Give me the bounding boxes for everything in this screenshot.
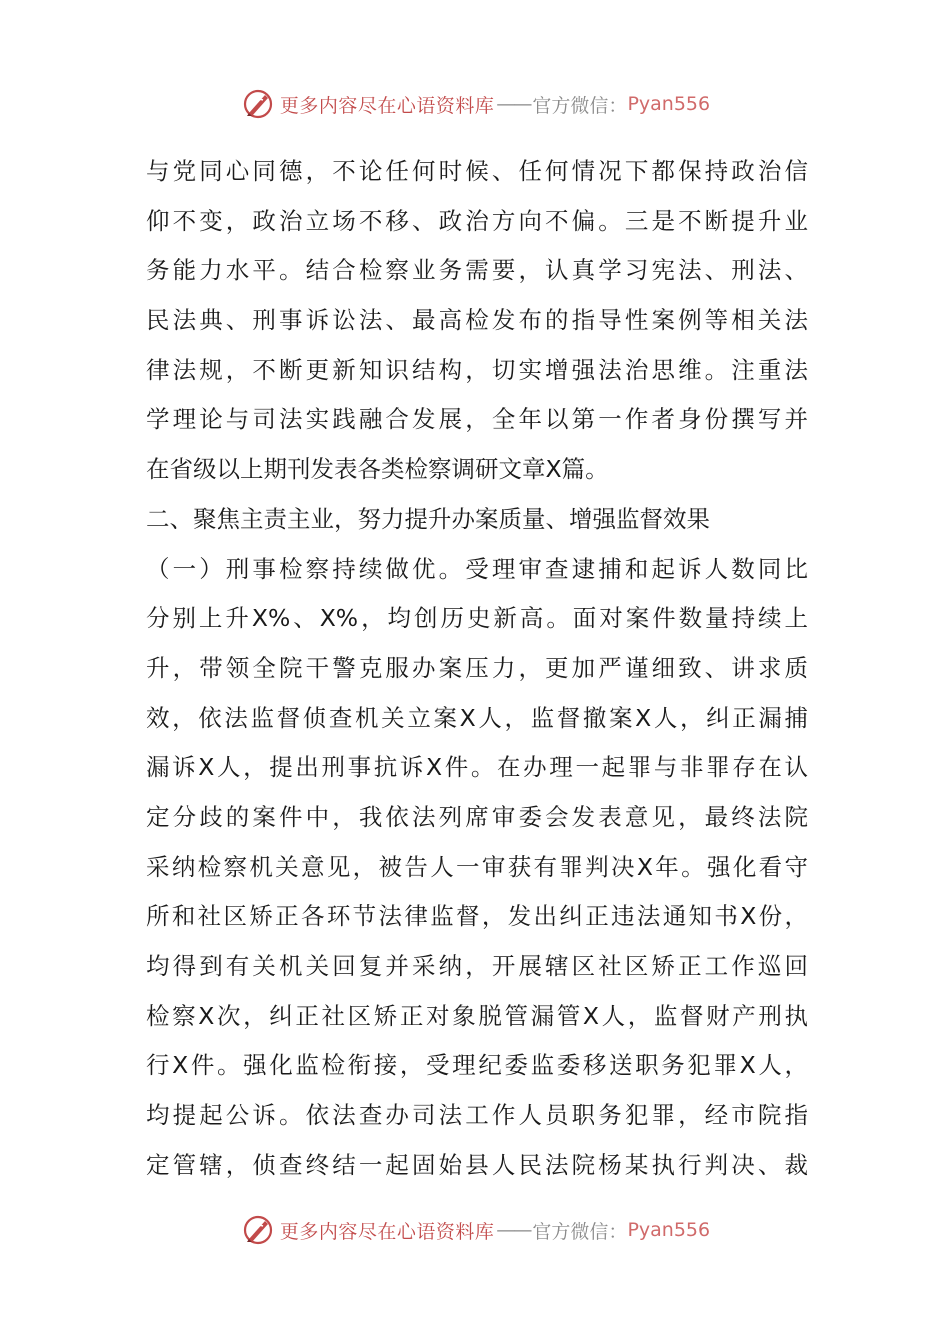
text-line: 升，带领全院干警克服办案压力，更加严谨细致、讲求质 bbox=[146, 653, 808, 682]
text-line: 检察X次，纠正社区矫正对象脱管漏管X人，监督财产刑执 bbox=[146, 1001, 808, 1030]
header-watermark-banner bbox=[0, 84, 950, 124]
text-line: 漏诉X人，提出刑事抗诉X件。在办理一起罪与非罪存在认 bbox=[146, 753, 808, 782]
banner-wechat-id: Pyan556 bbox=[627, 93, 711, 115]
banner-contact-label: 官方微信： bbox=[532, 1220, 628, 1243]
text-line: 定分歧的案件中，我依法列席审委会发表意见，最终法院 bbox=[146, 802, 808, 831]
banner-slogan: 更多内容尽在心语资料库 bbox=[279, 94, 495, 117]
pen-logo-icon bbox=[240, 1212, 276, 1248]
section-heading: 二、聚焦主责主业，努力提升办案质量、增强监督效果 bbox=[146, 504, 710, 533]
text-line: 所和社区矫正各环节法律监督，发出纠正违法通知书X份， bbox=[146, 902, 808, 931]
banner-contact-label: 官方微信： bbox=[532, 94, 628, 117]
footer-watermark-banner bbox=[0, 1210, 950, 1250]
document-body bbox=[146, 147, 808, 1190]
text-line: 采纳检察机关意见，被告人一审获有罪判决X年。强化看守 bbox=[146, 852, 808, 881]
banner-wechat-id: Pyan556 bbox=[627, 1219, 711, 1241]
text-line: 学理论与司法实践融合发展，全年以第一作者身份撰写并 bbox=[146, 405, 808, 434]
text-line: 务能力水平。结合检察业务需要，认真学习宪法、刑法、 bbox=[146, 256, 808, 285]
banner-slogan: 更多内容尽在心语资料库 bbox=[279, 1220, 495, 1243]
text-line: 民法典、刑事诉讼法、最高检发布的指导性案例等相关法 bbox=[146, 306, 808, 335]
text-line: 分别上升X%、X%，均创历史新高。面对案件数量持续上 bbox=[146, 604, 808, 633]
text-line: 效，依法监督侦查机关立案X人，监督撤案X人，纠正漏捕 bbox=[146, 703, 808, 732]
text-line: 均得到有关机关回复并采纳，开展辖区社区矫正工作巡回 bbox=[146, 952, 808, 980]
text-line: 定管辖，侦查终结一起固始县人民法院杨某执行判决、裁 bbox=[146, 1150, 808, 1179]
banner-separator: —— bbox=[496, 1219, 531, 1241]
pen-logo-icon bbox=[240, 86, 276, 122]
text-line: 仰不变，政治立场不移、政治方向不偏。三是不断提升业 bbox=[146, 206, 808, 235]
text-line: 与党同心同德，不论任何时候、任何情况下都保持政治信 bbox=[146, 157, 808, 185]
text-line: 律法规，不断更新知识结构，切实增强法治思维。注重法 bbox=[146, 355, 808, 384]
text-line: （一）刑事检察持续做优。受理审查逮捕和起诉人数同比 bbox=[146, 554, 808, 583]
text-line: 在省级以上期刊发表各类检察调研文章X篇。 bbox=[146, 455, 609, 484]
banner-separator: —— bbox=[496, 93, 531, 115]
text-line: 行X件。强化监检衔接，受理纪委监委移送职务犯罪X人， bbox=[146, 1051, 808, 1080]
text-line: 均提起公诉。依法查办司法工作人员职务犯罪，经市院指 bbox=[146, 1101, 808, 1130]
